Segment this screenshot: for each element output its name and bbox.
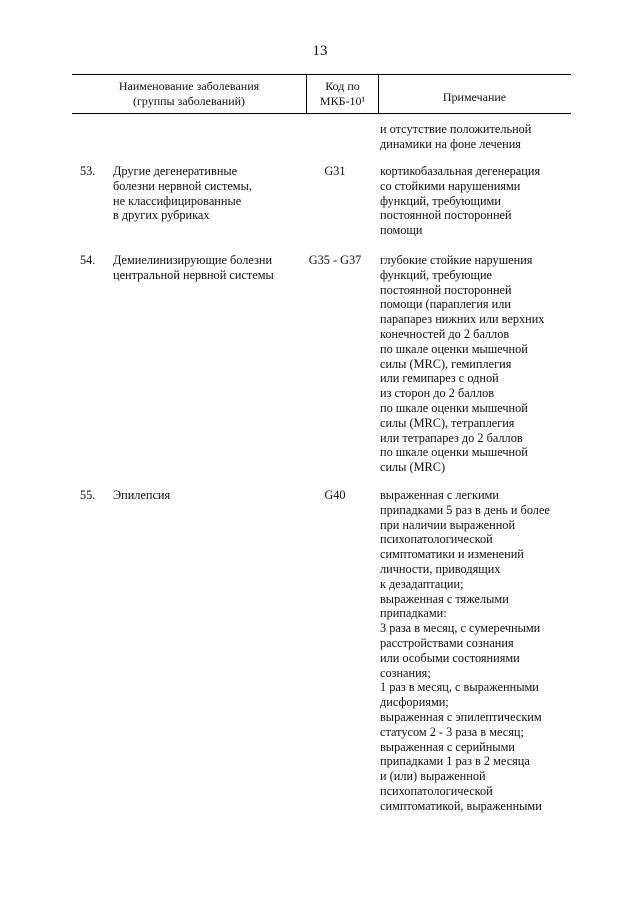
row-number: 54. bbox=[80, 253, 96, 267]
row-note: выраженная с легкими припадками 5 раз в день и более при наличии выраженной психопатологической симптоматики и изменений личности, приводящих к дезадаптации; выраженная с тяжелыми припадками: 3 раза в месяц, с сумеречными расстройствами сознания или особыми состояниями сознания; 1 раз в месяц, с выраженными дисфориями; выраженная с эпилептическим статусом 2 - 3 раза в месяц; выраженная с серийными припадками 1 раз в 2 месяца и (или) выраженной психопатологической симптоматикой, выраженными bbox=[380, 488, 550, 813]
page-number: 13 bbox=[312, 43, 328, 59]
row-icd-code: G40 bbox=[324, 488, 346, 502]
row-note: кортикобазальная дегенерация со стойкими нарушениями функций, требующими постоянной посторонней помощи bbox=[380, 164, 541, 238]
header-disease-name bbox=[72, 75, 306, 113]
row-icd-code: G31 bbox=[324, 164, 346, 178]
row-disease-name: Демиелинизирующие болезни центральной нервной системы bbox=[113, 253, 274, 282]
header-disease-name-line1: Наименование заболевания bbox=[118, 79, 260, 93]
row-disease-name: Другие дегенеративные болезни нервной системы, не классифицированные в других рубриках bbox=[113, 164, 252, 223]
header-icd-code bbox=[306, 75, 379, 113]
row-icd-code: G35 - G37 bbox=[308, 253, 362, 267]
table-header bbox=[72, 74, 571, 114]
continuation-note: и отсутствие положительной динамики на фоне лечения bbox=[380, 122, 532, 151]
row-number: 55. bbox=[80, 488, 96, 502]
row-number: 53. bbox=[80, 164, 96, 178]
header-icd-code-line1: Код по bbox=[325, 79, 360, 93]
row-disease-name: Эпилепсия bbox=[113, 488, 171, 502]
header-disease-name-line2: (группы заболеваний) bbox=[132, 94, 246, 108]
row-note: глубокие стойкие нарушения функций, требующие постоянной посторонней помощи (параплегия или парапарез нижних или верхних конечностей до 2 баллов по шкале оценки мышечной силы (MRC), гемиплегия или гемипарез с одной из сторон до 2 баллов по шкале оценки мышечной силы (MRC), тетраплегия или тетрапарез до 2 баллов по шкале оценки мышечной силы (MRC) bbox=[380, 253, 545, 475]
header-note bbox=[378, 75, 571, 113]
header-icd-code-line2: МКБ-10¹ bbox=[319, 94, 366, 108]
header-note-label: Примечание bbox=[442, 89, 507, 104]
